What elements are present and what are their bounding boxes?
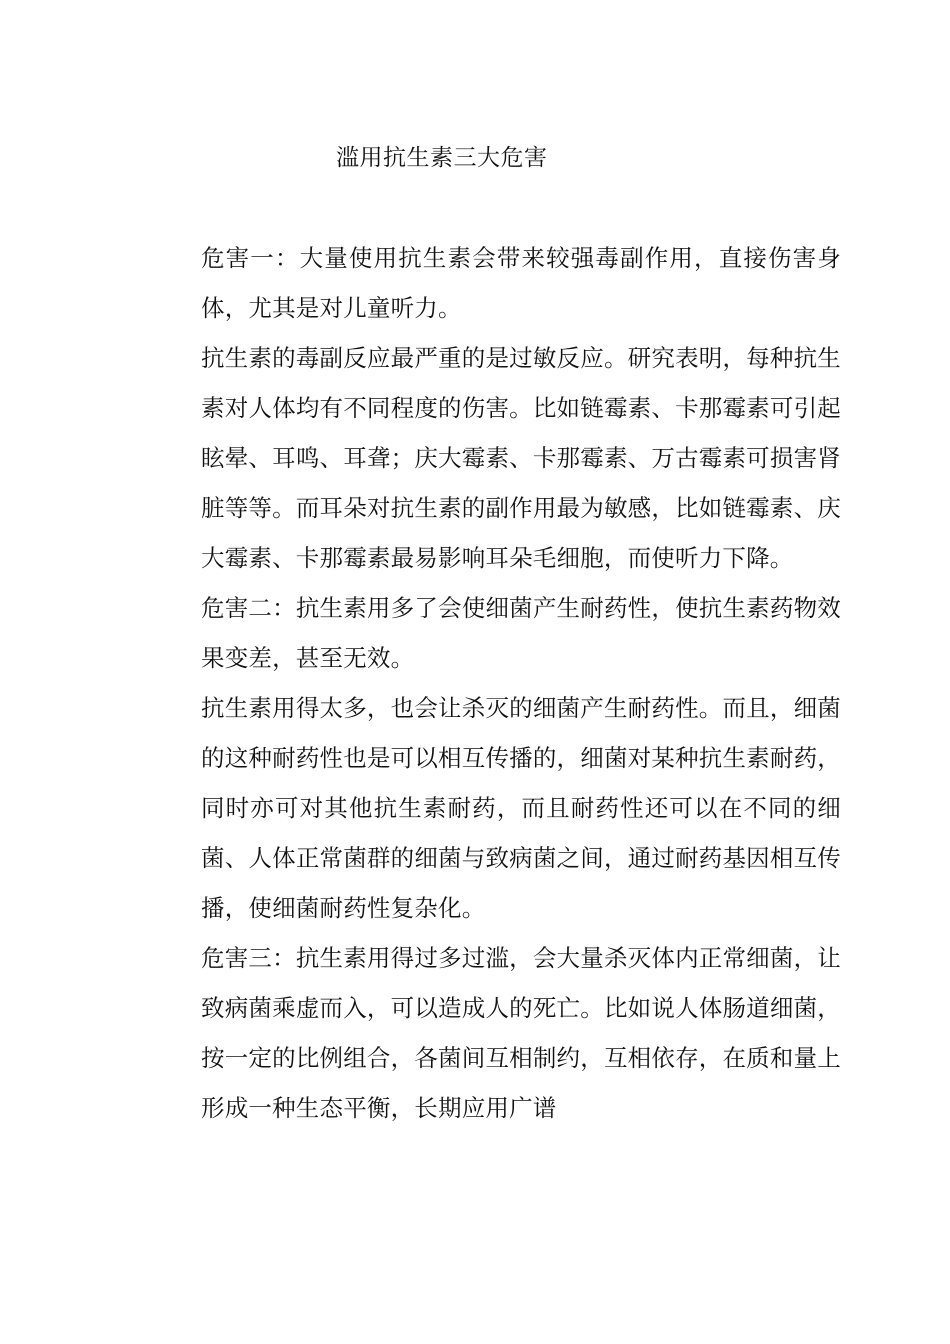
paragraph-hazard-one-heading: 危害一：大量使用抗生素会带来较强毒副作用，直接伤害身体，尤其是对儿童听力。	[201, 244, 841, 322]
document-title: 滥用抗生素三大危害	[336, 145, 548, 171]
paragraph-hazard-two-heading: 危害二：抗生素用多了会使细菌产生耐药性，使抗生素药物效果变差，甚至无效。	[201, 594, 841, 672]
paragraph-hazard-one-detail: 抗生素的毒副反应最严重的是过敏反应。研究表明，每种抗生素对人体均有不同程度的伤害。比如链霉素、卡那霉素可引起眩晕、耳鸣、耳聋；庆大霉素、卡那霉素、万古霉素可损害肾脏等等。而耳朵对抗生素的副作用最为敏感，比如链霉素、庆大霉素、卡那霉素最易影响耳朵毛细胞，而使听力下降。	[201, 344, 841, 572]
paragraph-hazard-three: 危害三：抗生素用得过多过滥，会大量杀灭体内正常细菌，让致病菌乘虚而入，可以造成人的死亡。比如说人体肠道细菌，按一定的比例组合，各菌间互相制约，互相依存，在质和量上形成一种生态平衡，长期应用广谱	[201, 944, 841, 1122]
document-body	[201, 233, 841, 1133]
paragraph-hazard-two-detail: 抗生素用得太多，也会让杀灭的细菌产生耐药性。而且，细菌的这种耐药性也是可以相互传播的，细菌对某种抗生素耐药，同时亦可对其他抗生素耐药，而且耐药性还可以在不同的细菌、人体正常菌群的细菌与致病菌之间，通过耐药基因相互传播，使细菌耐药性复杂化。	[201, 694, 841, 922]
